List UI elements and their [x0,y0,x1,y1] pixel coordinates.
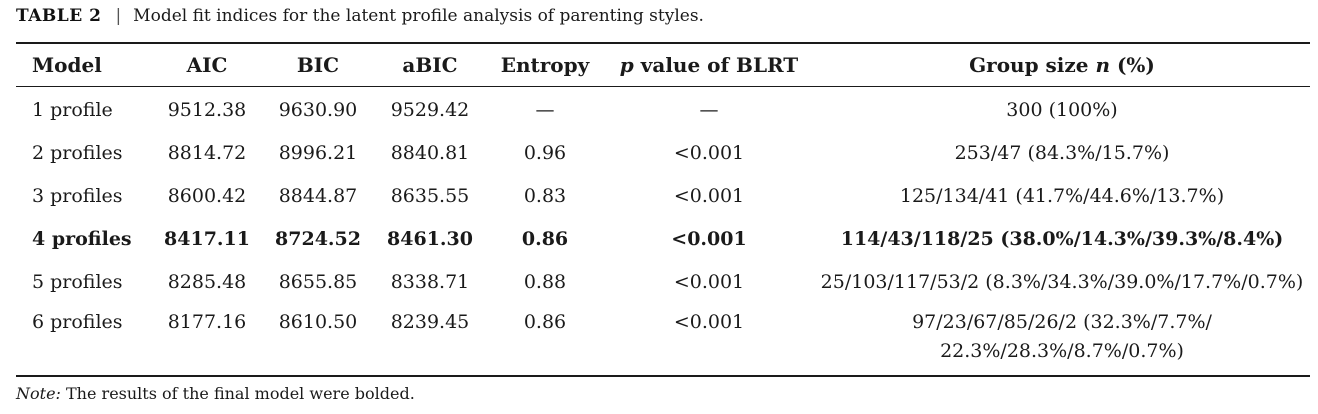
col-header-p-value [604,44,814,86]
group-post: (%) [1110,53,1155,77]
table-row [16,260,1310,303]
table-row [16,303,1310,366]
cell-aic: 8814.72 [167,141,247,164]
table-note [16,384,415,403]
cell-bic: 8724.52 [275,227,361,250]
note-text: The results of the final model were bolded. [60,384,415,403]
col-header-group-size [814,44,1310,86]
cell-aic: 8285.48 [167,270,247,293]
cell-abic: 8840.81 [390,141,470,164]
group-pre: Group size [969,53,1096,77]
cell-bic: 8610.50 [278,311,358,333]
cell-model: 2 profiles [32,141,123,164]
cell-bic: 8844.87 [278,184,358,207]
group-size-line-2: 22.3%/28.3%/8.7%/0.7%) [940,340,1184,362]
p-italic: p [619,53,634,77]
cell-group-size: 300 (100%) [1006,98,1118,121]
table-caption [16,6,704,26]
model-fit-table [16,44,1310,366]
cell-group-size [814,303,1310,366]
cell-group-size: 125/134/41 (41.7%/44.6%/13.7%) [899,184,1225,207]
cell-p-value: <0.001 [673,311,745,333]
cell-model: 5 profiles [32,270,123,293]
cell-abic: 8239.45 [390,311,470,333]
table-label: TABLE 2 [16,6,102,26]
cell-model: 1 profile [32,98,113,121]
cell-model: 3 profiles [32,184,123,207]
table-row [16,86,1310,131]
cell-model: 6 profiles [32,311,123,333]
table-row-final-model [16,217,1310,260]
col-header-model: Model [32,53,102,77]
table-row [16,131,1310,174]
col-header-aic: AIC [186,53,228,77]
p-rest: value of BLRT [633,53,799,77]
cell-bic: 8655.85 [278,270,358,293]
note-label: Note: [16,384,61,403]
col-header-abic: aBIC [402,53,458,77]
col-header-bic: BIC [296,53,340,77]
cell-p-value: <0.001 [673,141,745,164]
cell-aic: 9512.38 [167,98,247,121]
cell-abic: 8635.55 [390,184,470,207]
header-row [16,44,1310,86]
group-n-italic: n [1095,53,1110,77]
caption-text: Model fit indices for the latent profile analysis of parenting styles. [133,6,704,26]
cell-group-size: 25/103/117/53/2 (8.3%/34.3%/39.0%/17.7%/0.7%) [820,270,1304,293]
cell-abic: 8338.71 [390,270,470,293]
cell-bic: 9630.90 [278,98,358,121]
cell-abic: 9529.42 [390,98,470,121]
cell-aic: 8177.16 [167,311,247,333]
cell-p-value: <0.001 [673,184,745,207]
cell-aic: 8417.11 [164,227,250,250]
cell-model: 4 profiles [32,227,132,250]
col-header-entropy: Entropy [500,53,590,77]
cell-aic: 8600.42 [167,184,247,207]
cell-entropy: 0.83 [523,184,567,207]
bottom-rule [16,375,1310,377]
group-size-line-1: 97/23/67/85/26/2 (32.3%/7.7%/ [912,311,1212,333]
cell-entropy: 0.88 [523,270,567,293]
table-row [16,174,1310,217]
caption-separator: | [115,6,122,26]
cell-p-value: — [699,98,719,121]
cell-bic: 8996.21 [278,141,358,164]
cell-group-size: 114/43/118/25 (38.0%/14.3%/39.3%/8.4%) [840,227,1284,250]
cell-entropy: 0.86 [521,227,569,250]
cell-entropy: 0.86 [523,311,567,333]
cell-p-value: <0.001 [671,227,747,250]
cell-entropy: — [535,98,555,121]
cell-entropy: 0.96 [523,141,567,164]
cell-group-size: 253/47 (84.3%/15.7%) [954,141,1170,164]
cell-p-value: <0.001 [673,270,745,293]
cell-abic: 8461.30 [387,227,473,250]
